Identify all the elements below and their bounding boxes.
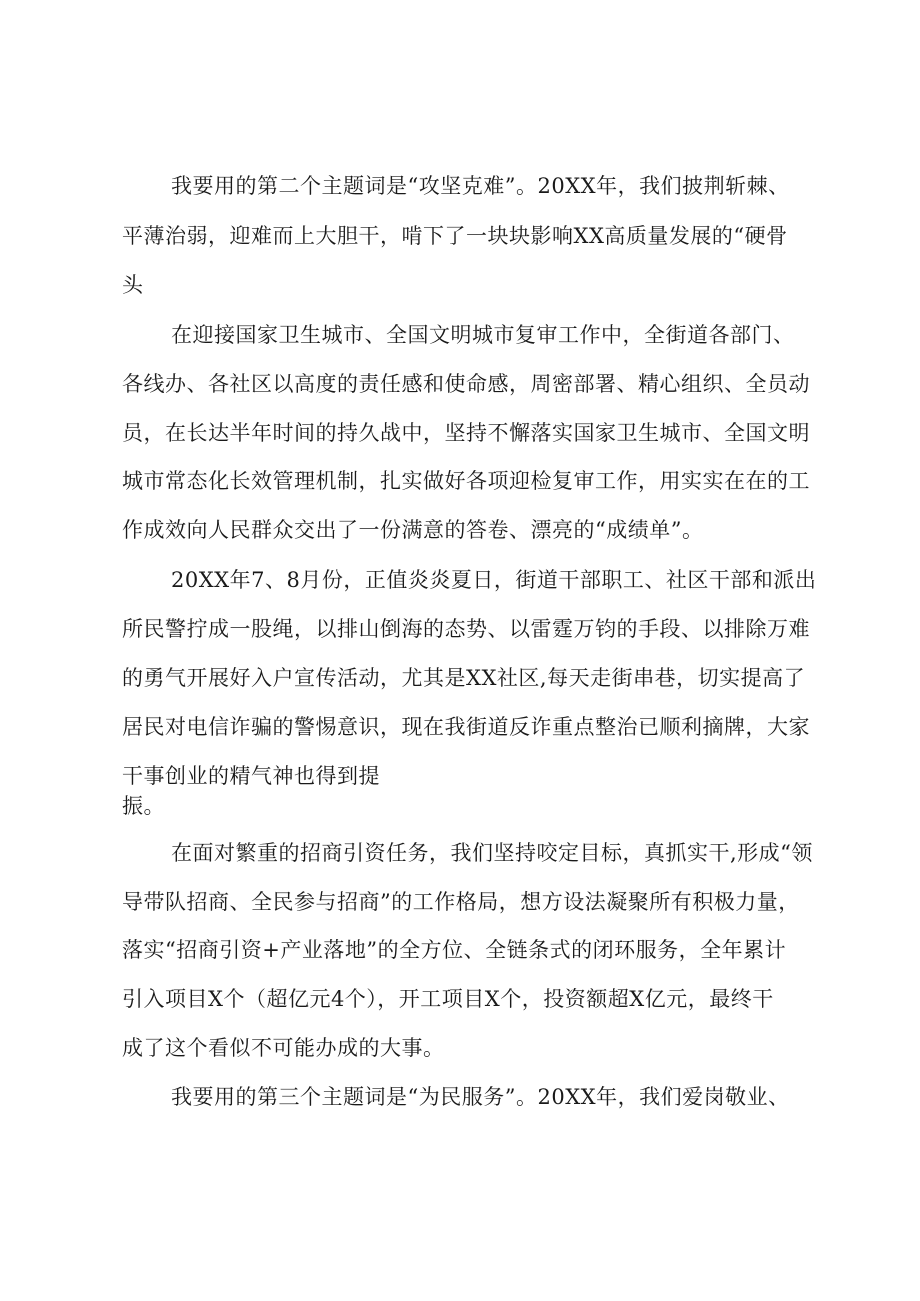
paragraph-4-line-5: 成了这个看似不可能办成的大事。	[122, 1036, 445, 1060]
paragraph-2-line-5: 作成效向人民群众交出了一份满意的答卷、漂亮的“成绩单”。	[122, 518, 704, 542]
paragraph-4-line-2: 导带队招商、全民参与招商”的工作格局，想方设法凝聚所有积极力量，	[122, 890, 800, 914]
paragraph-4-line-4: 引入项目X个（超亿元4个），开工项目X个，投资额超X亿元，最终干	[122, 987, 774, 1011]
paragraph-2-line-2: 各线办、各社区以高度的责任感和使命感，周密部署、精心组织、全员动	[122, 372, 810, 396]
paragraph-3-line-1: 20XX年7、8月份，正值炎炎夏日，街道干部职工、社区干部和派出	[171, 568, 817, 592]
paragraph-3-line-5: 干事创业的精气神也得到提	[122, 764, 380, 788]
paragraph-2-line-3: 员，在长达半年时间的持久战中，坚持不懈落实国家卫生城市、全国文明	[122, 421, 810, 445]
paragraph-2-line-1: 在迎接国家卫生城市、全国文明城市复审工作中，全街道各部门、	[171, 323, 795, 347]
paragraph-4-line-3: 落实“招商引资+产业落地”的全方位、全链条式的闭环服务，全年累计	[122, 938, 787, 962]
paragraph-1-line-1: 我要用的第二个主题词是“攻坚克难”。20XX年，我们披荆斩棘、	[171, 174, 790, 198]
paragraph-3-line-3: 的勇气开展好入户宣传活动，尤其是XX社区,每天走街串巷，切实提高了	[122, 666, 806, 690]
paragraph-1-line-3: 头	[122, 273, 144, 297]
paragraph-3-line-4: 居民对电信诈骗的警惕意识，现在我街道反诈重点整治已顺利摘牌，大家	[122, 715, 810, 739]
paragraph-4-line-1: 在面对繁重的招商引资任务，我们坚持咬定目标，真抓实干,形成“领	[171, 841, 813, 865]
paragraph-2-line-4: 城市常态化长效管理机制，扎实做好各项迎检复审工作，用实实在在的工	[122, 469, 810, 493]
paragraph-5-line-1: 我要用的第三个主题词是“为民服务”。20XX年，我们爱岗敬业、	[171, 1085, 790, 1109]
paragraph-3-line-2: 所民警拧成一股绳，以排山倒海的态势、以雷霆万钧的手段、以排除万难	[122, 617, 810, 641]
paragraph-1-line-2: 平薄治弱，迎难而上大胆干，啃下了一块块影响XX高质量发展的“硬骨	[122, 224, 788, 248]
paragraph-3-line-6: 振。	[122, 794, 165, 818]
